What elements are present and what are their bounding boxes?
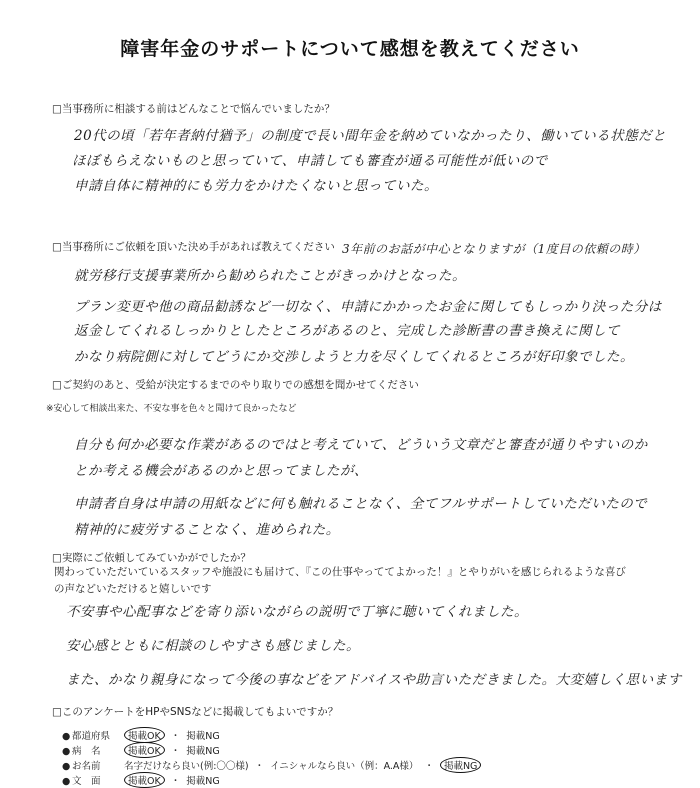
answer-2-line: かなり病院側に対してどうにか交渉しようと力を尽くしてくれるところが好印象でした。 (74, 349, 634, 365)
consent-row-text (62, 772, 220, 788)
question-4-body-line: の声などいただけると嬉しいです (54, 583, 212, 595)
separator: ・ (424, 761, 434, 772)
consent-option-selected[interactable]: 掲載OK (124, 772, 165, 788)
consent-row-disease (62, 742, 220, 758)
question-2: □当事務所にご依頼を頂いた決め手があれば教えてください (52, 241, 335, 253)
consent-option[interactable]: 掲載NG (186, 746, 220, 757)
separator: ・ (170, 746, 181, 757)
consent-label: お名前 (72, 761, 101, 772)
consent-label: 都道府県 (72, 731, 111, 742)
consent-option[interactable]: 名字だけなら良い(例:〇〇様) (124, 761, 249, 772)
answer-4-line: 不安事や心配事などを寄り添いながらの説明で丁寧に聴いてくれました。 (66, 604, 528, 620)
answer-2-line: 就労移行支援事業所から勧められたことがきっかけとなった。 (74, 268, 466, 284)
bullet-icon: ● (62, 746, 71, 757)
question-1: □当事務所に相談する前はどんなことで悩んでいましたか？ (52, 103, 335, 115)
consent-option-selected[interactable]: 掲載NG (440, 757, 481, 773)
consent-row-prefecture (62, 727, 220, 743)
answer-2-side: 3年前のお話が中心となりますが（1度目の依頼の時） (342, 242, 646, 256)
consent-label: 文 面 (72, 776, 101, 787)
answer-1-line: 20代の頃「若年者納付猶予」の制度で長い間年金を納めていなかったり、働いている状態だと (74, 128, 667, 144)
question-5: □このアンケートをHPやSNSなどに掲載してもよいですか？ (52, 706, 339, 718)
consent-label: 病 名 (72, 746, 101, 757)
bullet-icon: ● (62, 761, 71, 772)
answer-1-line: 申請自体に精神的にも労力をかけたくないと思っていた。 (74, 178, 438, 194)
question-4: □実際にご依頼してみていかがでしたか？ (52, 552, 251, 564)
page-title: 障害年金のサポートについて感想を教えてください (120, 38, 580, 60)
answer-3-line: 精神的に疲労することなく、進められた。 (74, 522, 340, 538)
separator: ・ (254, 761, 265, 772)
bullet-icon: ● (62, 776, 71, 787)
answer-3-line: とか考える機会があるのかと思ってましたが、 (74, 463, 368, 479)
answer-4-line: 安心感とともに相談のしやすさも感じました。 (66, 638, 360, 654)
answer-4-line: また、かなり親身になって今後の事などをアドバイスや助言いただきました。大変嬉しく思います (66, 672, 682, 688)
consent-option-selected[interactable]: 掲載OK (124, 727, 165, 743)
consent-option[interactable]: 掲載NG (186, 731, 220, 742)
question-3-note: ※安心して相談出来た、不安な事を色々と聞けて良かったなど (46, 404, 297, 414)
question-3: □ご契約のあと、受給が決定するまでのやり取りでの感想を聞かせてください (52, 379, 419, 391)
consent-option[interactable]: 掲載NG (186, 776, 220, 787)
answer-1-line: ほぼもらえないものと思っていて、申請しても審査が通る可能性が低いので (72, 153, 548, 169)
answer-3-line: 申請者自身は申請の用紙などに何も触れることなく、全てフルサポートしていただいたので (74, 496, 648, 512)
bullet-icon: ● (62, 731, 71, 742)
answer-2-line: プラン変更や他の商品勧誘など一切なく、申請にかかったお金に関してもしっかり決った分は (74, 299, 662, 315)
answer-2-line: 返金してくれるしっかりとしたところがあるのと、完成した診断書の書き換えに関して (74, 323, 620, 339)
consent-option[interactable]: イニシャルなら良い（例：A.A様） (270, 761, 419, 772)
separator: ・ (170, 776, 181, 787)
separator: ・ (170, 731, 181, 742)
consent-row-name (62, 757, 481, 773)
answer-3-line: 自分も何か必要な作業があるのではと考えていて、どういう文章だと審査が通りやすいのか (74, 437, 648, 453)
consent-option-selected[interactable]: 掲載OK (124, 742, 165, 758)
question-4-body (54, 564, 626, 598)
question-4-body-line: 関わっていただいているスタッフや施設にも届けて、『この仕事やっててよかった！』とやりがいを感じられるような喜び (54, 566, 626, 578)
